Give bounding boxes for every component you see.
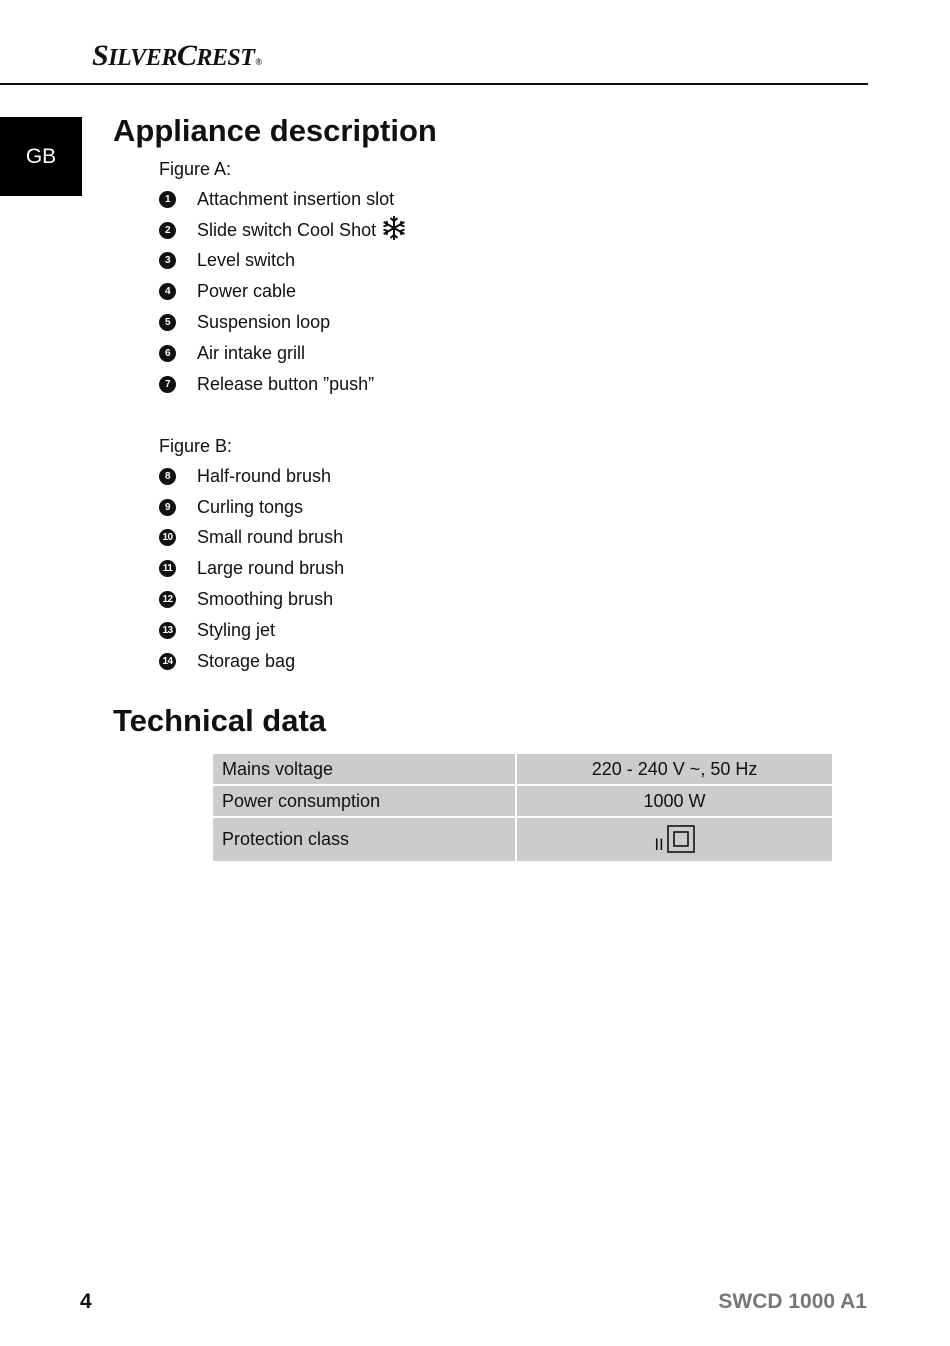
list-item — [159, 184, 407, 215]
item-label: Attachment insertion slot — [197, 188, 395, 209]
item-number-badge: 9 — [159, 499, 176, 516]
item-number-badge: 13 — [159, 622, 176, 639]
item-label: Storage bag — [197, 650, 296, 671]
list-item — [159, 461, 344, 492]
item-label: Suspension loop — [197, 312, 331, 333]
figure-b-label: Figure B: — [159, 436, 233, 456]
item-number-badge: 4 — [159, 283, 176, 300]
table-row — [212, 753, 833, 785]
list-item — [159, 338, 407, 369]
list-item — [159, 215, 407, 246]
table-cell-label: Power consumption — [212, 785, 516, 817]
item-label: Release button ”push” — [197, 373, 375, 394]
brand-logo: SILVERCREST® — [92, 39, 262, 72]
item-label: Slide switch Cool Shot — [197, 219, 377, 240]
table-cell-value — [516, 817, 833, 862]
page-number: 4 — [80, 1290, 92, 1313]
item-number-badge: 7 — [159, 376, 176, 393]
technical-data-heading: Technical data — [113, 703, 327, 738]
table-cell-label: Mains voltage — [212, 753, 516, 785]
list-item — [159, 646, 344, 677]
item-number-badge: 8 — [159, 468, 176, 485]
table-cell-value: 220 - 240 V ~, 50 Hz — [516, 753, 833, 785]
figure-a-label: Figure A: — [159, 159, 232, 179]
header-rule — [0, 83, 868, 85]
item-number-badge: 1 — [159, 191, 176, 208]
table-cell-label: Protection class — [212, 817, 516, 862]
list-item — [159, 584, 344, 615]
item-label: Air intake grill — [197, 342, 306, 363]
item-label: Large round brush — [197, 558, 345, 579]
figure-b-list — [159, 461, 344, 677]
list-item — [159, 307, 407, 338]
item-label: Small round brush — [197, 527, 344, 548]
list-item — [159, 492, 344, 523]
table-cell-value: 1000 W — [516, 785, 833, 817]
language-tab: GB — [0, 117, 82, 196]
list-item — [159, 246, 407, 277]
figure-a-list — [159, 184, 407, 400]
item-label: Level switch — [197, 250, 296, 271]
list-item — [159, 615, 344, 646]
item-label: Styling jet — [197, 619, 276, 640]
item-number-badge: 5 — [159, 314, 176, 331]
item-label: Half-round brush — [197, 465, 332, 486]
item-number-badge: 3 — [159, 252, 176, 269]
item-number-badge: 12 — [159, 591, 176, 608]
item-label: Smoothing brush — [197, 589, 334, 610]
item-label: Power cable — [197, 281, 297, 302]
table-row — [212, 817, 833, 862]
item-number-badge: 6 — [159, 345, 176, 362]
item-label: Curling tongs — [197, 496, 304, 517]
list-item — [159, 553, 344, 584]
table-row — [212, 785, 833, 817]
snowflake-icon — [381, 215, 407, 246]
item-number-badge: 2 — [159, 222, 176, 239]
protection-class-ii-icon — [667, 825, 695, 853]
list-item — [159, 276, 407, 307]
item-number-badge: 11 — [159, 560, 176, 577]
list-item — [159, 523, 344, 554]
item-number-badge: 14 — [159, 653, 176, 670]
appliance-description-heading: Appliance description — [113, 113, 437, 148]
protection-class-symbol — [654, 825, 694, 853]
list-item — [159, 369, 407, 400]
technical-data-table — [211, 752, 834, 863]
protection-class-text: II — [654, 834, 664, 854]
model-number: SWCD 1000 A1 — [718, 1290, 867, 1313]
item-number-badge: 10 — [159, 529, 176, 546]
